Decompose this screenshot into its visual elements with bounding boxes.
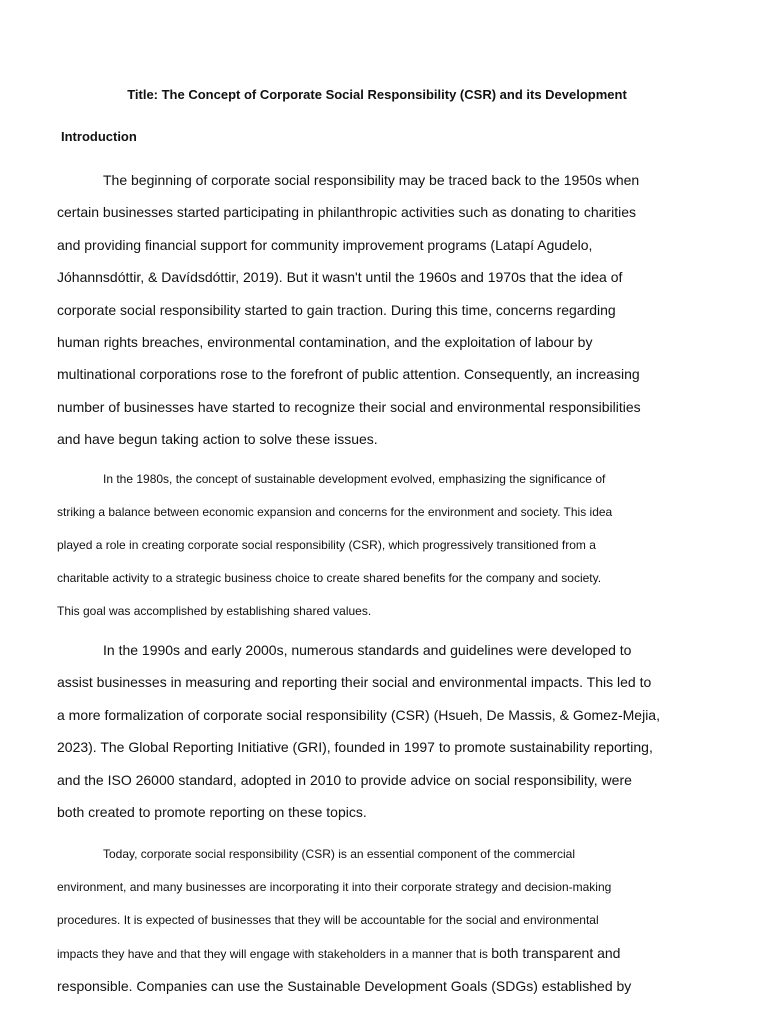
- paragraph-line: and providing financial support for community improvement programs (Latapí Agudelo,: [57, 236, 593, 253]
- document-title: Title: The Concept of Corporate Social Responsibility (CSR) and its Development: [127, 87, 627, 102]
- paragraph-line: and have begun taking action to solve these issues.: [57, 431, 378, 448]
- paragraph-line: In the 1980s, the concept of sustainable development evolved, emphasizing the significance of: [103, 472, 606, 486]
- paragraph-line: assist businesses in measuring and reporting their social and environmental impacts. This led to: [57, 674, 652, 691]
- paragraph-1: [57, 171, 679, 463]
- paragraph-line: Today, corporate social responsibility (CSR) is an essential component of the commercial: [103, 847, 575, 861]
- paragraph-line: human rights breaches, environmental contamination, and the exploitation of labour by: [57, 333, 593, 350]
- paragraph-line: In the 1990s and early 2000s, numerous standards and guidelines were developed to: [103, 642, 632, 658]
- section-heading-introduction: Introduction: [61, 129, 137, 144]
- paragraph-line: responsible. Companies can use the Sustainable Development Goals (SDGs) established by: [57, 978, 632, 994]
- paragraph-line: multinational corporations rose to the forefront of public attention. Consequently, an increasing: [57, 366, 640, 383]
- paragraph-line: Jóhannsdóttir, & Davídsdóttir, 2019). But it wasn't until the 1960s and 1970s that the idea of: [57, 269, 623, 286]
- paragraph-2: [57, 471, 679, 636]
- paragraph-line: corporate social responsibility started to gain traction. During this time, concerns regarding: [57, 301, 616, 318]
- paragraph-line: This goal was accomplished by establishing shared values.: [57, 604, 372, 618]
- paragraph-line: and the ISO 26000 standard, adopted in 2010 to provide advice on social responsibility, were: [57, 771, 632, 788]
- paragraph-line: certain businesses started participating in philanthropic activities such as donating to charities: [57, 204, 636, 221]
- paragraph-line-mixed: [57, 944, 679, 977]
- paragraph-3: [57, 641, 679, 835]
- paragraph-line: environment, and many businesses are incorporating it into their corporate strategy and decision-making: [57, 880, 612, 894]
- paragraph-line-large-part: both transparent and: [491, 945, 621, 961]
- paragraph-line: The beginning of corporate social responsibility may be traced back to the 1950s when: [103, 172, 640, 188]
- document-page: [57, 0, 679, 1024]
- paragraph-line: 2023). The Global Reporting Initiative (GRI), founded in 1997 to promote sustainability reporting,: [57, 739, 653, 756]
- paragraph-line: a more formalization of corporate social responsibility (CSR) (Hsueh, De Massis, & Gomez-Mejia,: [57, 706, 660, 723]
- paragraph-line: charitable activity to a strategic business choice to create shared benefits for the company and society.: [57, 571, 602, 585]
- paragraph-line-small-part: impacts they have and that they will engage with stakeholders in a manner that is: [57, 947, 492, 961]
- paragraph-line: procedures. It is expected of businesses that they will be accountable for the social and environmental: [57, 913, 599, 927]
- paragraph-line: both created to promote reporting on these topics.: [57, 803, 367, 820]
- paragraph-line: striking a balance between economic expansion and concerns for the environment and society. This idea: [57, 505, 613, 519]
- paragraph-4: [57, 845, 679, 1010]
- paragraph-line: number of businesses have started to recognize their social and environmental responsibilities: [57, 398, 641, 415]
- paragraph-line: played a role in creating corporate social responsibility (CSR), which progressively transitioned from a: [57, 538, 596, 552]
